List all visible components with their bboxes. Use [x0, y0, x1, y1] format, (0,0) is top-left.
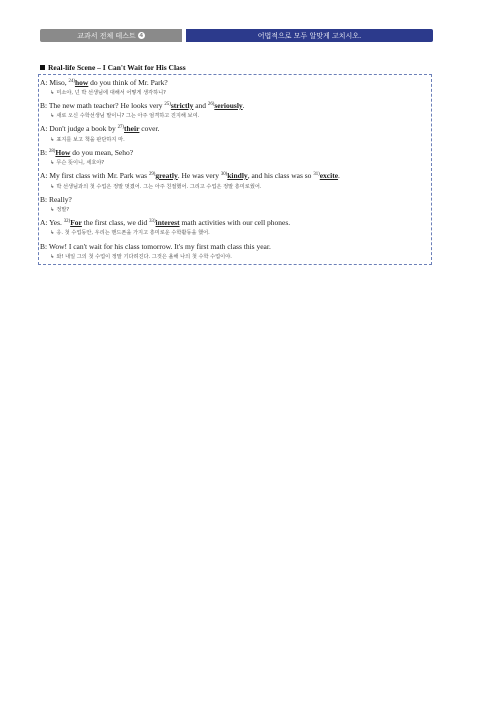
item-number: 31) — [313, 172, 320, 177]
dialogue-line-2 — [40, 101, 430, 110]
header-number-badge: 4 — [139, 32, 144, 39]
dialogue-line-7 — [40, 218, 430, 227]
line-text: . He was very — [177, 171, 219, 180]
section-title-text: Real-life Scene – I Can't Wait for His Class — [48, 63, 186, 72]
blank-answer-31: excite — [319, 171, 339, 180]
line-text: Really? — [48, 195, 72, 204]
dialogue-line-5 — [40, 171, 430, 180]
speaker: A: — [40, 218, 48, 227]
line-text: The new math teacher? He looks very — [48, 101, 163, 110]
return-arrow-icon: ↳ — [50, 254, 55, 260]
line-text: My first class with Mr. Park was — [49, 171, 148, 180]
header-left-label: 교과서 전체 테스트 — [77, 31, 136, 40]
line-text: Wow! I can't wait for his class tomorrow. It's my first math class this year. — [48, 242, 271, 251]
translation-text: 정말? — [56, 207, 70, 213]
speaker: B: — [40, 242, 48, 251]
item-number: 33) — [149, 219, 156, 224]
dialogue-line-6 — [40, 195, 430, 204]
item-number: 25) — [164, 102, 171, 107]
dialogue-line-3 — [40, 124, 430, 133]
return-arrow-icon: ↳ — [50, 90, 55, 96]
line-text: . — [242, 101, 245, 110]
blank-answer-30: kindly — [227, 171, 248, 180]
return-arrow-icon: ↳ — [50, 113, 55, 119]
return-arrow-icon: ↳ — [50, 230, 55, 236]
translation-text: 미소야, 넌 박 선생님에 대해서 어떻게 생각하니? — [56, 90, 166, 96]
line-text: do you mean, Seho? — [72, 148, 134, 157]
speaker: A: — [40, 124, 48, 133]
return-arrow-icon: ↳ — [50, 137, 55, 143]
translation-3 — [50, 136, 125, 143]
translation-1 — [50, 89, 166, 96]
blank-answer-29: greatly — [155, 171, 178, 180]
translation-7 — [50, 229, 210, 236]
header-instruction — [186, 29, 433, 42]
line-text: the first class, we did — [83, 218, 148, 227]
header-left-tab — [40, 29, 182, 42]
square-bullet-icon — [40, 65, 45, 70]
translation-text: 무슨 뜻이니, 세호야? — [56, 160, 105, 166]
blank-answer-25: strictly — [170, 101, 194, 110]
line-text: and — [195, 101, 207, 110]
line-text: Yes. — [49, 218, 62, 227]
item-number: 30) — [220, 172, 228, 177]
translation-text: 표지를 보고 책을 판단하지 마. — [56, 137, 125, 143]
speaker: B: — [40, 195, 48, 204]
line-text: , and his class was so — [247, 171, 312, 180]
dialogue-line-1 — [40, 78, 430, 87]
translation-2 — [50, 112, 199, 119]
return-arrow-icon: ↳ — [50, 207, 55, 213]
blank-answer-33: interest — [155, 218, 180, 227]
item-number: 26) — [207, 102, 215, 107]
translation-text: 와! 내일 그의 첫 수업이 정말 기다려진다. 그것은 올해 나의 첫 수학 수업이야. — [56, 254, 232, 260]
item-number: 24) — [68, 79, 75, 84]
line-text: Don't judge a book by — [49, 124, 116, 133]
translation-6 — [50, 206, 69, 213]
speaker: B: — [40, 101, 48, 110]
item-number: 28) — [48, 149, 56, 154]
blank-answer-28: How — [55, 148, 71, 157]
line-text: . — [338, 171, 340, 180]
speaker: A: — [40, 78, 48, 87]
translation-8 — [50, 253, 232, 260]
item-number: 32) — [63, 219, 71, 224]
speaker: B: — [40, 148, 48, 157]
line-text: do you think of Mr. Park? — [90, 78, 168, 87]
blank-answer-27: their — [124, 124, 140, 133]
translation-5 — [50, 183, 262, 190]
return-arrow-icon: ↳ — [50, 160, 55, 166]
blank-answer-32: For — [70, 218, 82, 227]
item-number: 29) — [148, 172, 156, 177]
header-right-label: 어법적으로 모두 알맞게 고치시오. — [257, 31, 362, 40]
blank-answer-26: seriously — [214, 101, 243, 110]
speaker: A: — [40, 171, 48, 180]
dialogue-line-4 — [40, 148, 430, 157]
translation-text: 새로 오신 수학선생님 말이니? 그는 아주 엄격하고 진지해 보여. — [56, 113, 200, 119]
line-text: cover. — [141, 124, 160, 133]
line-text: Miso, — [49, 78, 67, 87]
translation-text: 박 선생님과의 첫 수업은 정말 멋졌어. 그는 아주 친절했어. 그리고 수업은 정말 흥미로웠어. — [56, 184, 262, 190]
dialogue-line-8 — [40, 242, 430, 251]
section-title — [40, 63, 186, 72]
line-text: math activities with our cell phones. — [181, 218, 291, 227]
blank-answer-24: how — [74, 78, 89, 87]
translation-4 — [50, 159, 104, 166]
item-number: 27) — [117, 125, 124, 130]
translation-text: 응. 첫 수업동안, 우리는 핸드폰을 가지고 흥미로운 수학활동을 했어. — [56, 230, 210, 236]
return-arrow-icon: ↳ — [50, 184, 55, 190]
